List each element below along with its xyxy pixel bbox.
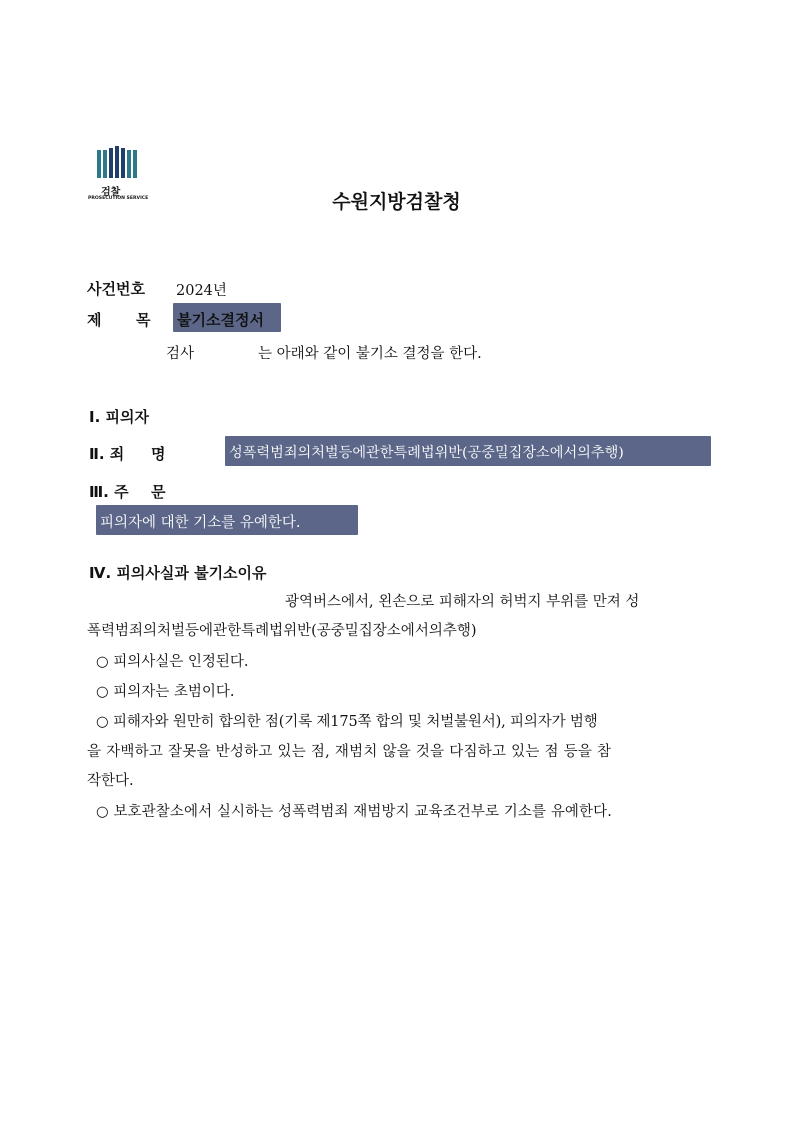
section-2-num: Ⅱ. 죄 bbox=[89, 445, 125, 463]
reason-bullet-3-line-2: 을 자백하고 잘못을 반성하고 있는 점, 재범치 않을 것을 다짐하고 있는 점 등을 참 bbox=[87, 744, 612, 760]
section-1-title: Ⅰ. 피의자 bbox=[89, 408, 149, 426]
reason-bullet-1: ○ 피의사실은 인정된다. bbox=[96, 654, 249, 670]
case-number-label: 사건번호 bbox=[87, 280, 145, 298]
disposition-value: 피의자에 대한 기소를 유예한다. bbox=[100, 515, 301, 531]
reason-bullet-2: ○ 피의자는 초범이다. bbox=[96, 684, 235, 700]
org-title: 수원지방검찰청 bbox=[332, 191, 461, 213]
section-3-word: 문 bbox=[151, 483, 166, 501]
subject-label-1: 제 bbox=[87, 311, 102, 329]
logo-name-ko: 검찰 bbox=[101, 187, 121, 198]
facts-line-1: 광역버스에서, 왼손으로 피해자의 허벅지 부위를 만져 성 bbox=[285, 594, 640, 610]
reason-bullet-3-line-1: ○ 피해자와 원만히 합의한 점(기록 제175쪽 합의 및 처벌불원서), 피의자가 범행 bbox=[96, 714, 598, 730]
charge-value: 성폭력범죄의처벌등에관한특례법위반(공중밀집장소에서의추행) bbox=[229, 445, 624, 461]
subject-value: 불기소결정서 bbox=[177, 311, 264, 329]
reason-bullet-3-line-3: 작한다. bbox=[87, 773, 134, 789]
case-number-value: 2024년 bbox=[176, 283, 227, 299]
intro-text: 는 아래와 같이 불기소 결정을 한다. bbox=[258, 346, 482, 362]
section-3-num: Ⅲ. 주 bbox=[89, 483, 129, 501]
section-2-word: 명 bbox=[151, 445, 166, 463]
prosecution-emblem-icon bbox=[97, 146, 137, 178]
section-4-title: Ⅳ. 피의사실과 불기소이유 bbox=[89, 564, 267, 582]
facts-line-2: 폭력범죄의처벌등에관한특례법위반(공중밀집장소에서의추행) bbox=[87, 623, 477, 639]
reason-bullet-4: ○ 보호관찰소에서 실시하는 성폭력범죄 재범방지 교육조건부로 기소를 유예한다. bbox=[96, 804, 612, 820]
logo-name-en: PROSECUTION SERVICE bbox=[88, 196, 149, 201]
subject-label-2: 목 bbox=[136, 311, 151, 329]
intro-prefix: 검사 bbox=[166, 346, 195, 362]
